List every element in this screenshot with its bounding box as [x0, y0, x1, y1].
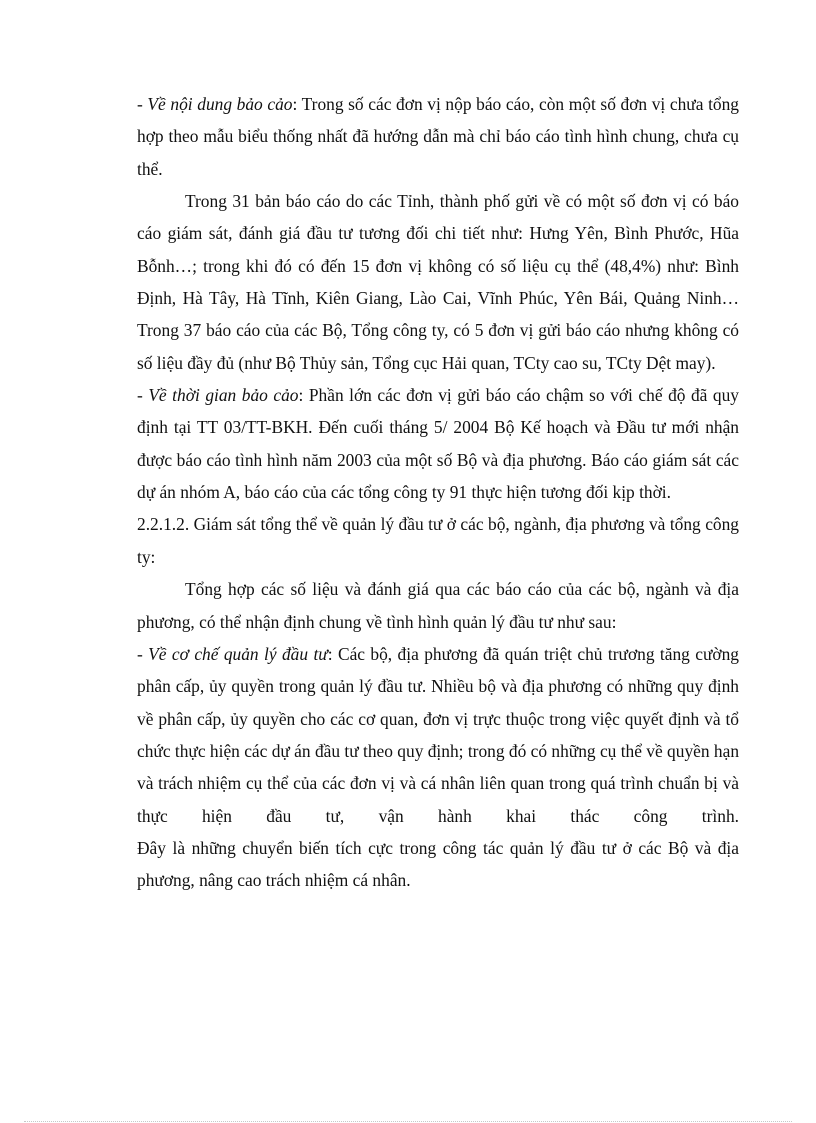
page-bottom-divider [24, 1121, 792, 1122]
paragraph-summary: Tổng hợp các số liệu và đánh giá qua các báo cáo của các bộ, ngành và địa phương, có thể nhận định chung về tình hình quản lý đầu tư như sau: [137, 579, 739, 632]
paragraph-report-timing [137, 379, 739, 508]
section-heading: 2.2.1.2. Giám sát tổng thể về quản lý đầu tư ở các bộ, ngành, địa phương và tổng công ty: [137, 514, 739, 567]
label-management-mechanism: - Về cơ chế quản lý đầu tư [137, 643, 328, 664]
text-content-report: : Trong số các đơn vị nộp báo cáo, còn một số đơn vị chưa tổng hợp theo mẫu biểu thống nhất đã hướng dẫn mà chỉ báo cáo tình hình chung, chưa cụ thể. [137, 94, 740, 179]
paragraph-conclusion: Đây là những chuyển biến tích cực trong công tác quản lý đầu tư ở các Bộ và địa phương, nâng cao trách nhiệm cá nhân. [137, 837, 739, 891]
paragraph-content-report [137, 88, 739, 185]
paragraph-management-mechanism [137, 638, 739, 832]
paragraph-provincial-reports: Trong 31 bản báo cáo do các Tỉnh, thành phố gửi về có một số đơn vị có báo cáo giám sát, đánh giá đầu tư tương đối chi tiết như: Hưng Yên, Bình Phước, Hũa Bỗnh…; trong khi đó có đến 15 đơn vị không có số liệu cụ thể (48,4%) như: Bình Định, Hà Tây, Hà Tĩnh, Kiên Giang, Lào Cai, Vĩnh Phúc, Yên Bái, Quảng Ninh…Trong 37 báo cáo của các Bộ, Tổng công ty, có 5 đơn vị gửi báo cáo nhưng không có số liệu đầy đủ (như Bộ Thủy sản, Tổng cục Hải quan, TCty cao su, TCty Dệt may). [137, 191, 739, 373]
document-page [137, 88, 739, 897]
label-content-report: - Về nội dung bảo cảo [137, 94, 293, 114]
text-management-mechanism: : Các bộ, địa phương đã quán triệt chủ trương tăng cường phân cấp, ủy quyền trong quản lý đầu tư. Nhiều bộ và địa phương có những quy định về phân cấp, ủy quyền cho các cơ quan, đơn vị trực thuộc trong việc quyết định và tổ chức thực hiện các dự án đầu tư theo quy định; trong đó có những cụ thể về quyền hạn và trách nhiệm cụ thể của các đơn vị và cá nhân liên quan trong quá trình chuẩn bị và thực hiện đầu tư, vận hành khai thác công trình. [137, 643, 740, 826]
text-report-timing: : Phần lớn các đơn vị gửi báo cáo chậm so với chế độ đã quy định tại TT 03/TT-BKH. Đến cuối tháng 5/ 2004 Bộ Kế hoạch và Đầu tư mới nhận được báo cáo tình hình năm 2003 của một số Bộ và địa phương. Báo cáo giám sát các dự án nhóm A, báo cáo của các tổng công ty 91 thực hiện tương đối kịp thời. [137, 385, 739, 503]
label-report-timing: - Về thời gian bảo cảo [137, 385, 299, 406]
